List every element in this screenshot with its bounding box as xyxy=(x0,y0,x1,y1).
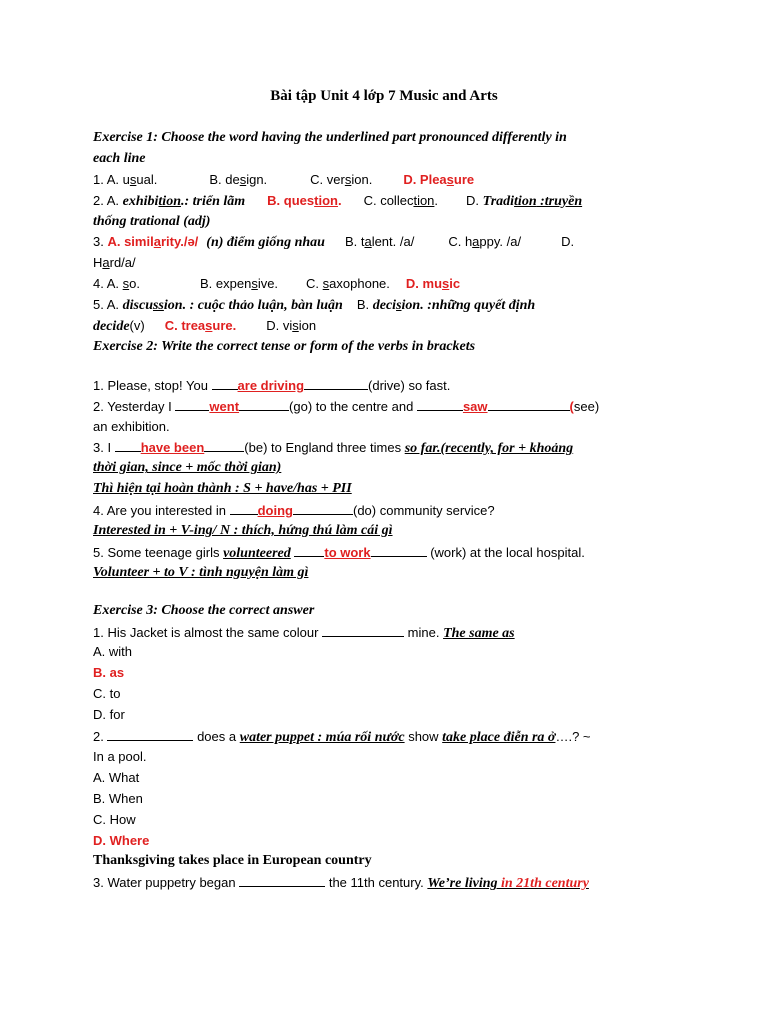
ex1-q4-option-b: B. expensive. xyxy=(199,276,279,292)
ex1-q3-option-b: B. talent. /a/ xyxy=(344,234,415,250)
document-body xyxy=(93,128,663,893)
ex2-q5-volunteered: volunteered xyxy=(223,545,291,561)
ex1-q4-option-c: C. saxophone. xyxy=(306,276,390,292)
ex2-q5-rule: Volunteer + to V : tình nguyện làm gì xyxy=(93,564,309,580)
ex1-q5-decide: decide xyxy=(93,319,130,335)
ex1-q5-option-a: discussion. : cuộc thảo luận, bàn luận xyxy=(122,298,343,314)
ex3-q3-note: We’re living in 21th century xyxy=(427,876,589,892)
exercise1-heading: Exercise 1: Choose the word having the underlined part pronounced differently in xyxy=(93,130,567,145)
ex3-q1-option-d: D. for xyxy=(93,707,125,723)
ex2-q5-answer: to work xyxy=(324,544,371,560)
ex1-q1-option-c: C. version. xyxy=(310,171,373,187)
ex3-question-2: 2. does a water puppet : múa rối nước show take place điễn ra ở….? ~ xyxy=(93,726,663,747)
ex1-q5-label-b: B. xyxy=(356,297,373,313)
ex1-question-1 xyxy=(93,170,663,191)
ex1-q2-label-a: 2. A. xyxy=(93,192,123,208)
ex2-q2-answer-1: went xyxy=(209,398,240,414)
ex1-q2-option-c: C. collection. xyxy=(363,192,439,208)
ex1-question-2 xyxy=(93,191,663,212)
ex1-q5-option-b: decision. :những quyết định xyxy=(372,298,536,314)
ex3-q2-translation: : múa rối nước xyxy=(314,730,405,746)
ex3-question-1: 1. His Jacket is almost the same colour mine. The same as xyxy=(93,622,663,643)
ex2-question-4: 4. Are you interested in doing (do) community service? xyxy=(93,500,663,521)
ex2-q3-rule: Thì hiện tại hoàn thành : S + have/has + PII xyxy=(93,481,352,497)
ex2-q1-answer: are driving xyxy=(237,377,305,393)
ex3-question-3: 3. Water puppetry began the 11th century. We’re living in 21th century xyxy=(93,872,663,893)
ex2-question-5: 5. Some teenage girls volunteered to work (work) at the local hospital. xyxy=(93,542,663,563)
ex1-q1-option-a: 1. A. usual. xyxy=(93,171,158,187)
ex3-q1-answer-b: B. as xyxy=(93,665,125,681)
ex1-question-5 xyxy=(93,295,663,316)
ex3-q2-water-puppet: water puppet xyxy=(239,730,315,746)
ex2-q3-note-cont: thời gian, since + mốc thời gian) xyxy=(93,460,282,476)
ex2-q2-continuation: an exhibition. xyxy=(93,418,170,434)
exercise1-heading-cont: each line xyxy=(93,150,146,166)
ex1-q3-label-d: D. xyxy=(561,234,575,250)
ex2-question-3: 3. I have been (be) to England three times so far.(recently, for + khoảng xyxy=(93,437,663,458)
ex1-q5-option-d: D. vision xyxy=(266,318,317,334)
ex2-q4-rule: Interested in + V-ing/ N : thích, hứng thú làm cái gì xyxy=(93,523,393,539)
ex1-q2-continuation: thống trational (adj) xyxy=(93,213,211,229)
ex1-q2-label-d: D. xyxy=(466,192,483,208)
ex2-q2-answer-2: saw xyxy=(462,398,488,414)
page-title: Bài tập Unit 4 lớp 7 Music and Arts xyxy=(270,88,498,104)
ex2-q4-answer: doing xyxy=(257,503,293,519)
exercise2-heading: Exercise 2: Write the correct tense or form of the verbs in brackets xyxy=(93,338,476,354)
ex3-q1-option-a: A. with xyxy=(93,644,133,660)
ex3-q2-option-a: A. What xyxy=(93,769,140,785)
ex1-q2-option-a: exhibition.: triển lãm xyxy=(122,193,246,209)
ex1-question-3 xyxy=(93,232,663,253)
ex3-q2-take-place: take place điễn ra ở xyxy=(442,730,556,746)
ex3-q1-option-c: C. to xyxy=(93,686,121,702)
ex1-q1-option-b: B. design. xyxy=(209,171,268,187)
ex1-q5-continuation xyxy=(93,316,663,337)
ex2-question-2: 2. Yesterday I went (go) to the centre and saw (see) xyxy=(93,396,663,417)
ex1-q3-option-c: C. happy. /a/ xyxy=(448,234,522,250)
ex3-q2-option-b: B. When xyxy=(93,790,143,806)
ex2-q3-answer: have been xyxy=(140,440,205,456)
ex1-q4-option-a: 4. A. so. xyxy=(93,276,140,292)
ex1-q3-continuation: Hard/a/ xyxy=(93,255,136,271)
ex1-q3-note: (n) điểm giống nhau xyxy=(206,235,325,251)
ex3-q2-answer-d: D. Where xyxy=(93,832,150,848)
ex1-q2-answer-b: B. question. xyxy=(267,192,342,208)
ex2-question-1: 1. Please, stop! You are driving (drive) so fast. xyxy=(93,375,663,396)
ex1-q4-answer-d: D. music xyxy=(405,276,461,292)
ex3-note: Thanksgiving takes place in European country xyxy=(93,853,372,869)
ex1-question-4 xyxy=(93,274,663,295)
ex3-q1-note: The same as xyxy=(443,625,515,641)
ex1-q1-answer-d: D. Pleasure xyxy=(403,171,475,187)
exercise3-heading: Exercise 3: Choose the correct answer xyxy=(93,602,315,618)
ex3-q2-continuation: In a pool. xyxy=(93,748,147,764)
ex1-q5-label-a: 5. A. xyxy=(93,297,123,313)
ex1-q2-option-d: Tradition :truyền xyxy=(482,193,583,209)
ex3-q2-option-c: C. How xyxy=(93,811,136,827)
ex2-q3-note: so far.(recently, for + khoảng xyxy=(404,441,574,457)
ex1-q5-answer-c: C. treasure. xyxy=(164,318,237,334)
ex1-q3-number: 3. xyxy=(93,234,108,250)
ex1-q5-pos: (v) xyxy=(129,318,145,334)
ex1-q3-answer-a: A. similarity./ə/ xyxy=(107,234,199,250)
